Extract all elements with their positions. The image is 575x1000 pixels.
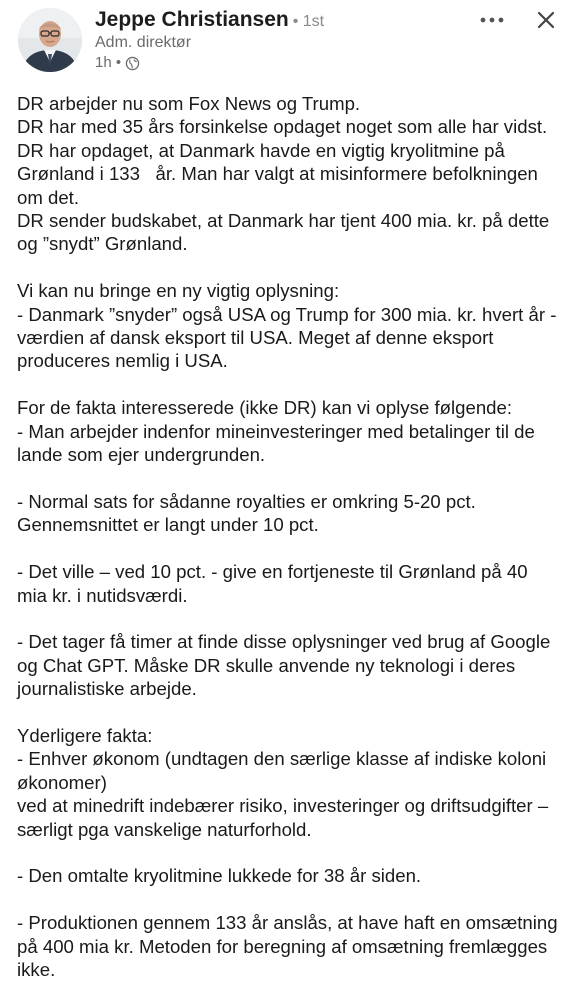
post-paragraph-spacer	[17, 373, 562, 396]
post-paragraph: - Produktionen gennem 133 år anslås, at have haft en omsætning på 400 mia kr. Metoden for beregning af omsætning fremlægges ikke.	[17, 912, 563, 981]
post-paragraph: - Det ville – ved 10 pct. - give en fortjeneste til Grønland på 40 mia kr. i nutidsværdi.	[17, 561, 533, 606]
post-paragraph: Yderligere fakta: - Enhver økonom (undtagen den særlige klasse af indiske koloni økonomer) ved at minedrift indebærer risiko, investeringer og driftsudgifter – særligt pga vanskelige naturforhold.	[17, 724, 549, 840]
post-paragraph-spacer	[17, 537, 562, 560]
post-paragraph: - Den omtalte kryolitmine lukkede for 38 år siden.	[17, 865, 422, 887]
post-paragraph: DR arbejder nu som Fox News og Trump. DR har med 35 års forsinkelse opdaget noget som alle har vidst. DR har opdaget, at Danmark havde en vigtig kryolitmine på Grønland i 133 år. Man har valgt at misinformere befolkningen om det. DR sender budskabet, at Danmark har tjent 400 mia. kr. på dette og ”snydt” Grønland.	[17, 93, 550, 255]
post-paragraph-spacer	[17, 607, 562, 630]
post-paragraph-spacer	[17, 888, 562, 911]
post-paragraph: For de fakta interesserede (ikke DR) kan vi oplyse følgende: - Man arbejder indenfor mineinvesteringer med betalinger til de lande som ejer undergrunden.	[17, 397, 535, 466]
more-options-button[interactable]	[476, 8, 508, 32]
post-paragraph: Vi kan nu bringe en ny vigtig oplysning: - Danmark ”snyder” også USA og Trump for 300 mia. kr. hvert år - værdien af dansk eksport til USA. Meget af denne eksport produceres nemlig i USA.	[17, 280, 557, 372]
post-paragraph-spacer	[17, 256, 562, 279]
post-paragraph-spacer	[17, 841, 562, 864]
author-line	[95, 7, 324, 35]
profile-photo	[18, 8, 82, 72]
post-paragraph-spacer	[17, 467, 562, 490]
post-paragraph: - Det tager få timer at finde disse oplysninger ved brug af Google og Chat GPT. Måske DR skulle anvende ny teknologi i deres journalistiske arbejde.	[17, 631, 556, 700]
globe-icon	[125, 56, 140, 71]
post-meta	[95, 53, 140, 73]
more-horizontal-icon	[479, 16, 505, 24]
post-time: 1h •	[95, 54, 122, 71]
post-header	[0, 0, 575, 80]
author-title: Adm. direktør	[95, 34, 192, 51]
close-button[interactable]	[532, 6, 560, 34]
post-paragraph: - Normal sats for sådanne royalties er omkring 5-20 pct. Gennemsnittet er langt under 10 pct.	[17, 490, 482, 536]
post-paragraph-spacer	[17, 701, 562, 724]
author-name[interactable]: Jeppe Christiansen	[95, 8, 289, 31]
close-icon	[536, 10, 556, 30]
connection-degree: • 1st	[292, 13, 325, 30]
post-text	[17, 92, 562, 981]
avatar[interactable]	[18, 8, 82, 72]
